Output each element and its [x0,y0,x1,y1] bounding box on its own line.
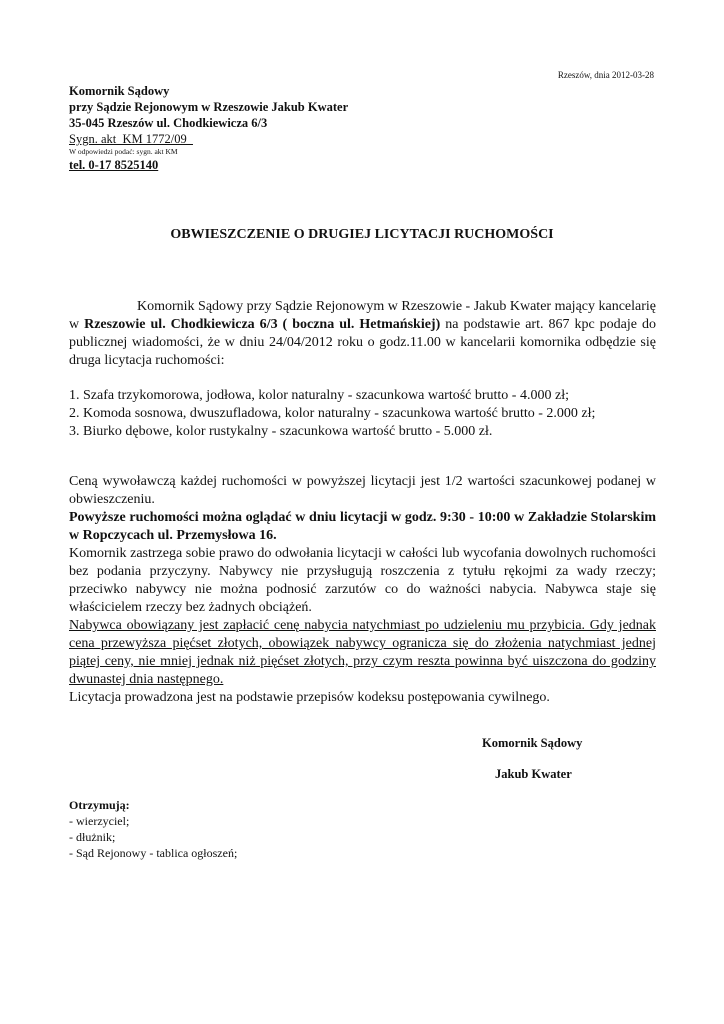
recipient-item: - wierzyciel; [69,814,130,828]
document-date: Rzeszów, dnia 2012-03-28 [557,70,654,80]
payment-terms-text: Nabywca obowiązany jest zapłacić cenę nabycia natychmiast po udzieleniu mu przybicia. Gdy jednak cena przewyższa pięćset złotych, obowiązek nabywcy ogranicza się do złożenia natychmiast jednej piątej ceny, nie mniej jednak niż pięćset złotych, przy czym reszta powinna być uiszczona do godziny dwunastej dnia następnego. [69,618,656,687]
reply-note: W odpowiedzi podać: sygn. akt KM [69,147,178,156]
letterhead [69,83,348,173]
letterhead-office: Komornik Sądowy [69,84,170,98]
viewing-info-text: Powyższe ruchomości można oglądać w dniu licytacji w godz. 9:30 - 10:00 w Zakładzie Stolarskim w Ropczycach ul. Przemysłowa 16. [69,510,656,543]
reservation-text: Komornik zastrzega sobie prawo do odwołania licytacji w całości lub wycofania dowolnych ruchomości bez podania przyczyny. Nabywcy nie przysługują roszczenia z tytułu rękojmi za wady rzeczy; przeciwko nabywcy nie można podnosić zarzutów co do ważności nabycia. Nabywca staje się właścicielem rzeczy bez żadnych obciążeń. [69,546,656,615]
case-number: Sygn. akt KM 1772/09 [69,132,193,146]
phone-number: tel. 0-17 8525140 [69,158,159,172]
list-item: 1. Szafa trzykomorowa, jodłowa, kolor naturalny - szacunkowa wartość brutto - 4.000 zł; [69,388,569,403]
intro-text-1: Komornik Sądowy przy Sądzie Rejonowym w Rzeszowie - Jakub Kwater mający kancelarię w [69,299,657,332]
terms-section [69,473,656,707]
letterhead-court: przy Sądzie Rejonowym w Rzeszowie Jakub Kwater [69,100,349,114]
document-title: OBWIESZCZENIE O DRUGIEJ LICYTACJI RUCHOMOŚCI [170,227,554,242]
intro-text-2: na podstawie art. 867 kpc podaje do publicznej wiadomości, że w dniu 24/04/2012 roku o godz.11.00 w kancelarii komornika odbędzie się druga licytacja ruchomości: [69,317,656,368]
list-item: 3. Biurko dębowe, kolor rustykalny - szacunkowa wartość brutto - 5.000 zł. [69,424,493,439]
recipient-item: - Sąd Rejonowy - tablica ogłoszeń; [69,846,238,860]
items-list [69,387,595,441]
recipient-item: - dłużnik; [69,830,116,844]
signature-name: Jakub Kwater [495,767,572,781]
recipients-heading: Otrzymują: [69,798,130,812]
letterhead-address: 35-045 Rzeszów ul. Chodkiewicza 6/3 [69,116,268,130]
legal-basis-text: Licytacja prowadzona jest na podstawie przepisów kodeksu postępowania cywilnego. [69,690,550,705]
intro-paragraph [69,298,656,370]
recipients-section [69,797,237,861]
starting-price-text: Ceną wywoławczą każdej ruchomości w powyższej licytacji jest 1/2 wartości szacunkowej podanej w obwieszczeniu. [69,474,656,507]
list-item: 2. Komoda sosnowa, dwuszufladowa, kolor naturalny - szacunkowa wartość brutto - 2.000 zł; [69,406,596,421]
intro-address: Rzeszowie ul. Chodkiewicza 6/3 ( boczna ul. Hetmańskiej) [84,317,441,332]
signature-role: Komornik Sądowy [482,736,583,750]
